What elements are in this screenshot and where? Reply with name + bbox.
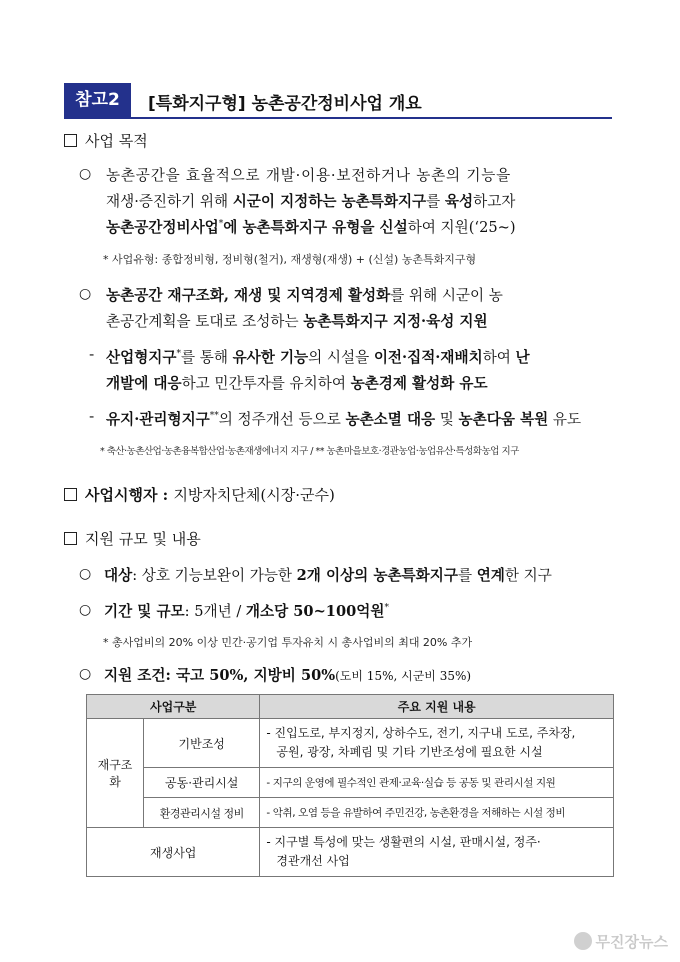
- bullet-circle-icon: ○: [79, 166, 92, 182]
- table-row: [87, 768, 614, 798]
- period-line: 기간 및 규모: 5개년 / 개소당 50~100억원*: [104, 603, 389, 620]
- subcategory-cell: 기반조성: [144, 719, 260, 768]
- dash-icon: -: [89, 408, 95, 425]
- industrial-district-line-1: 산업형지구*를 통해 유사한 기능의 시설을 이전·집적·재배치하여 난: [106, 349, 530, 366]
- content-cell: - 지구별 특성에 맞는 생활편의 시설, 판매시설, 정주· 경관개선 사업: [260, 828, 614, 877]
- dash-icon: -: [89, 346, 95, 363]
- table-header-category: 사업구분: [87, 695, 260, 719]
- section-implementer-heading: 사업시행자 : 지방자치단체(시장·군수): [64, 484, 335, 505]
- page-title: [특화지구형] 농촌공간정비사업 개요: [148, 94, 422, 114]
- group-cell: 재구조화: [87, 719, 144, 828]
- maintenance-district-line: 유지·관리형지구**의 정주개선 등으로 농촌소멸 대응 및 농촌다움 복원 유도: [106, 411, 582, 428]
- purpose-line-2: 재생·증진하기 위해 시군이 지정하는 농촌특화지구를 육성하고자: [106, 193, 516, 210]
- checkbox-square-icon: [64, 532, 77, 545]
- checkbox-square-icon: [64, 488, 77, 501]
- investment-note: * 총사업비의 20% 이상 민간·공기업 투자유치 시 총사업비의 최대 20% 추가: [103, 636, 473, 649]
- checkbox-square-icon: [64, 134, 77, 147]
- subcategory-cell: 환경관리시설 정비: [144, 798, 260, 828]
- subcategory-cell: 공동·관리시설: [144, 768, 260, 798]
- bullet-circle-icon: ○: [79, 666, 92, 682]
- content-cell: - 지구의 운영에 필수적인 관제·교육·실습 등 공동 및 관리시설 지원: [260, 768, 614, 798]
- group-cell: 재생사업: [87, 828, 260, 877]
- table-header-content: 주요 지원 내용: [260, 695, 614, 719]
- watermark: 무진장뉴스: [574, 931, 668, 952]
- table-header-row: [87, 695, 614, 719]
- bullet-circle-icon: ○: [79, 286, 92, 302]
- target-line: 대상: 상호 기능보완이 가능한 2개 이상의 농촌특화지구를 연계한 지구: [104, 567, 552, 584]
- content-cell: - 악취, 오염 등을 유발하여 주민건강, 농촌환경을 저해하는 시설 정비: [260, 798, 614, 828]
- table-row: [87, 828, 614, 877]
- support-table: [86, 694, 614, 877]
- bullet-circle-icon: ○: [79, 602, 92, 618]
- table-row: [87, 719, 614, 768]
- project-type-note: * 사업유형: 종합정비형, 정비형(철거), 재생형(재생) + (신설) 농촌특화지구형: [103, 253, 477, 266]
- table-row: [87, 798, 614, 828]
- watermark-logo-icon: [574, 932, 592, 950]
- purpose2-line-2: 촌공간계획을 토대로 조성하는 농촌특화지구 지정·육성 지원: [106, 313, 488, 330]
- section-scale-heading: 지원 규모 및 내용: [64, 528, 201, 549]
- industrial-district-line-2: 개발에 대응하고 민간투자를 유치하여 농촌경제 활성화 유도: [106, 375, 488, 392]
- content-cell: - 진입도로, 부지정지, 상하수도, 전기, 지구내 도로, 주차장, 공원, 광장, 차폐림 및 기타 기반조성에 필요한 시설: [260, 719, 614, 768]
- purpose-line-3: 농촌공간정비사업*에 농촌특화지구 유형을 신설하여 지원(‘25~): [106, 219, 516, 236]
- section-purpose-heading: 사업 목적: [64, 130, 148, 151]
- purpose-line-1: 농촌공간을 효율적으로 개발·이용·보전하거나 농촌의 기능을: [106, 167, 512, 184]
- condition-line: 지원 조건: 국고 50%, 지방비 50%(도비 15%, 시군비 35%): [104, 667, 472, 684]
- purpose2-line-1: 농촌공간 재구조화, 재생 및 지역경제 활성화를 위해 시군이 농: [106, 287, 503, 304]
- header-divider: [64, 117, 612, 119]
- bullet-circle-icon: ○: [79, 566, 92, 582]
- district-type-note: * 축산·농촌산업·농촌융복합산업·농촌재생에너지 지구 / ** 농촌마을보호·경관농업·농업유산·특성화농업 지구: [100, 446, 519, 457]
- reference-badge: 참고2: [64, 83, 131, 117]
